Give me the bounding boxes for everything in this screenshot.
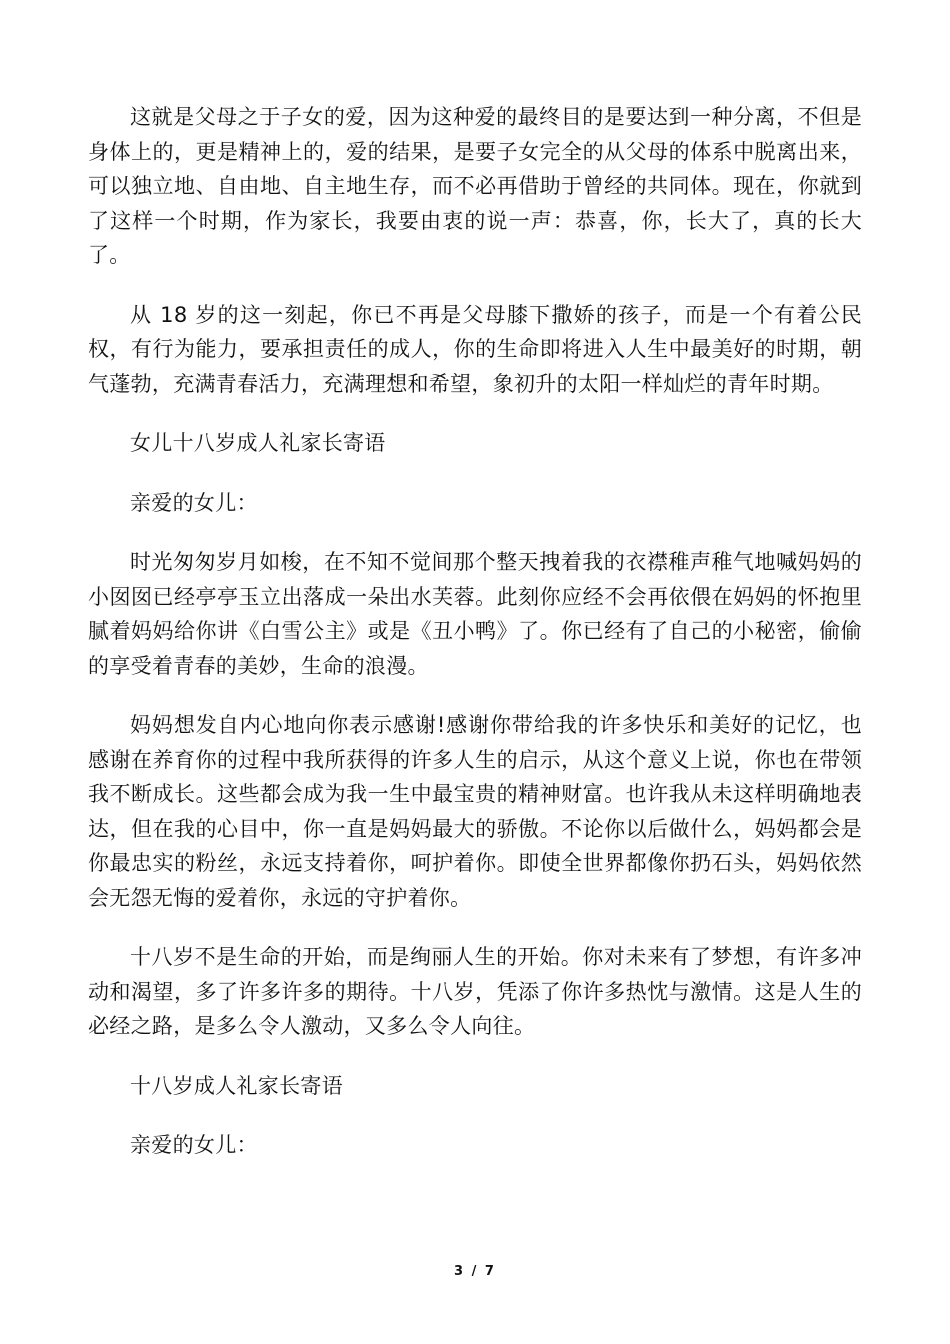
salutation-1: 亲爱的女儿： (130, 490, 258, 515)
section-heading-daughter: 女儿十八岁成人礼家长寄语 (130, 431, 386, 455)
paragraph-time-flies: 时光匆匆岁月如梭，在不知不觉间那个整天拽着我的衣襟稚声稚气地喊妈妈的小囡囡已经亭亭玉立出落成一朵出水芙蓉。此刻你应经不会再依偎在妈妈的怀抱里腻着妈妈给你讲《白雪公主》或是《丑小鸭》了。你已经有了自己的小秘密，偷偷的享受着青春的美妙，生命的浪漫。 (88, 550, 862, 678)
section-heading-ceremony: 十八岁成人礼家长寄语 (130, 1073, 343, 1098)
document-body (88, 100, 862, 1188)
paragraph-beginning: 十八岁不是生命的开始，而是绚丽人生的开始。你对未来有了梦想，有许多冲动和渴望，多了许多许多的期待。十八岁，凭添了你许多热忱与激情。这是人生的必经之路，是多么令人激动，又多么令人向往。 (88, 945, 862, 1038)
paragraph-parental-love: 这就是父母之于子女的爱，因为这种爱的最终目的是要达到一种分离，不但是身体上的，更是精神上的，爱的结果，是要子女完全的从父母的体系中脱离出来，可以独立地、自由地、自主地生存，而不必再借助于曾经的共同体。现在，你就到了这样一个时期，作为家长，我要由衷的说一声：恭喜，你，长大了，真的长大了。 (88, 105, 862, 267)
page-number: 3 / 7 (454, 1264, 496, 1279)
paragraph-gratitude: 妈妈想发自内心地向你表示感谢!感谢你带给我的许多快乐和美好的记忆，也感谢在养育你的过程中我所获得的许多人生的启示，从这个意义上说，你也在带领我不断成长。这些都会成为我一生中最宝贵的精神财富。也许我从未这样明确地表达，但在我的心目中，你一直是妈妈最大的骄傲。不论你以后做什么，妈妈都会是你最忠实的粉丝，永远支持着你，呵护着你。即使全世界都像你扔石头，妈妈依然会无怨无悔的爱着你，永远的守护着你。 (88, 713, 862, 910)
paragraph-age-eighteen: 从 18 岁的这一刻起，你已不再是父母膝下撒娇的孩子，而是一个有着公民权，有行为能力，要承担责任的成人，你的生命即将进入人生中最美好的时期，朝气蓬勃，充满青春活力，充满理想和希望，象初升的太阳一样灿烂的青年时期。 (88, 302, 862, 396)
salutation-2: 亲爱的女儿： (130, 1133, 258, 1157)
